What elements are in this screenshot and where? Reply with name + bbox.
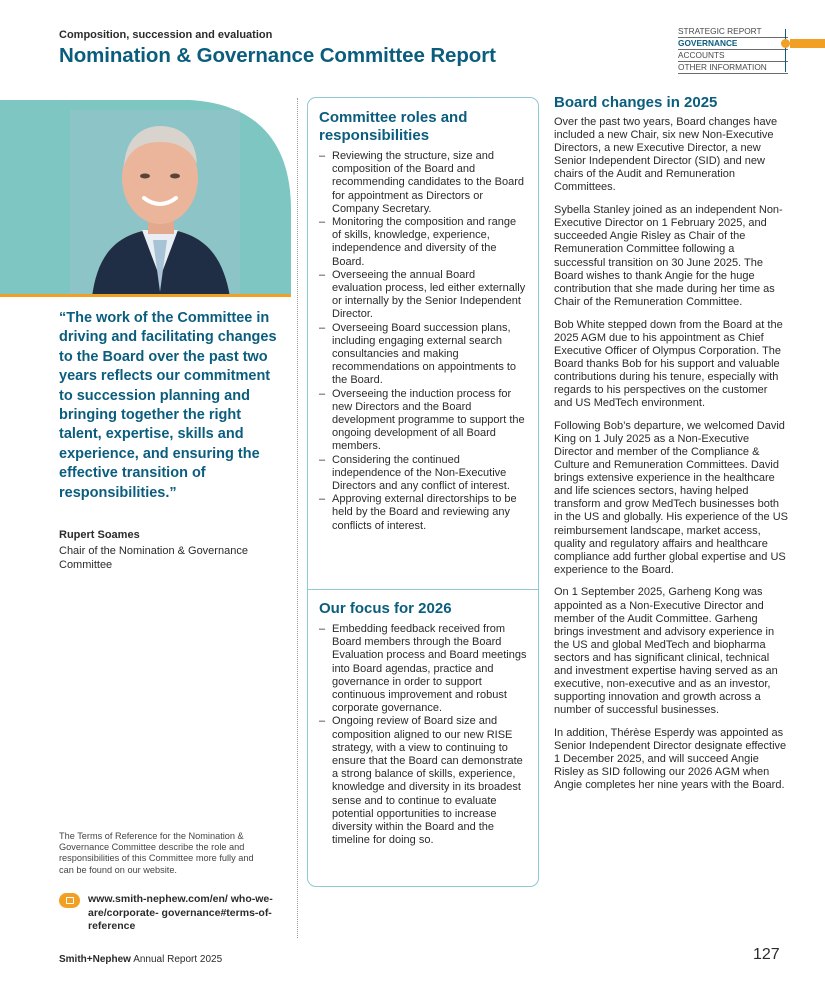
roles-list-item: – Overseeing the annual Board evaluation process, led either externally or internally by the Senior Independent Director. <box>319 269 527 322</box>
roles-list-item: – Considering the continued independence of the Non-Executive Directors and any conflict of interest. <box>319 454 527 494</box>
quote-author-name: Rupert Soames <box>59 529 140 541</box>
board-changes-paragraph: In addition, Thérèse Esperdy was appointed as Senior Independent Director designate effective 1 December 2025, and will succeed Angie Risley as SID following our 2026 AGM when Angie completes her nine years with the Board. <box>554 727 787 792</box>
board-changes-body <box>554 116 788 802</box>
page-title: Nomination & Governance Committee Report <box>59 44 496 67</box>
report-name: Annual Report 2025 <box>133 954 223 965</box>
terms-of-reference-link[interactable]: www.smith-nephew.com/en/ who-we-are/corporate- governance#terms-of-reference <box>88 893 273 933</box>
roles-list-item: – Reviewing the structure, size and composition of the Board and recommending candidates to the Board for appointment as Directors or Company Secretary. <box>319 150 527 216</box>
board-changes-paragraph: Sybella Stanley joined as an independent Non-Executive Director on 1 February 2025, and succeeded Angie Risley as Chair of the Remuneration Committee following a successful transition on 30 June 2025. The Board wishes to thank Angie for the huge contribution that she made during her time as Chair of the Remuneration Committee. <box>554 204 783 308</box>
section-kicker: Composition, succession and evaluation <box>59 29 273 41</box>
focus-heading: Our focus for 2026 <box>319 600 452 617</box>
board-changes-paragraph: Following Bob’s departure, we welcomed David King on 1 July 2025 as a Non-Executive Director and member of the Compliance & Culture and Remuneration Committees. David brings extensive experience in the healthcare and life sciences sectors, having helped transform and grow MedTech businesses both in the US and globally. His experience of the US reimbursement landscape, market access, quality and regulatory affairs and healthcare compliance add further global expertise and US experience to the Board. <box>554 419 788 576</box>
roles-heading: Committee roles and responsibilities <box>319 109 468 144</box>
nav-item-governance[interactable]: GOVERNANCE <box>678 38 788 50</box>
roles-list-item: – Overseeing the induction process for new Directors and the Board development programme to support the ongoing development of all Board members. <box>319 388 527 454</box>
footer-brand <box>59 954 222 965</box>
roles-list-item: – Overseeing Board succession plans, including engaging external search consultancies and making recommendations on appointments to the Board. <box>319 322 527 388</box>
nav-active-marker <box>781 39 790 48</box>
focus-list-item: – Embedding feedback received from Board members through the Board Evaluation process and Board meetings into Board agendas, practice and governance in order to support continuous improvement and robust corporate governance. <box>319 623 527 715</box>
section-nav <box>678 26 788 74</box>
board-changes-heading: Board changes in 2025 <box>554 94 718 111</box>
roles-list-item: – Monitoring the composition and range of skills, knowledge, experience, independence and diversity of the Board. <box>319 216 527 269</box>
nav-item-strategic-report[interactable]: STRATEGIC REPORT <box>678 26 788 38</box>
external-link-icon[interactable] <box>59 893 80 908</box>
focus-list <box>319 623 527 847</box>
board-changes-paragraph: Over the past two years, Board changes have included a new Chair, six new Non-Executive Directors, a new Executive Director, a new Senior Independent Director (SID) and new chairs of the Audit and Remuneration Committees. <box>554 116 778 194</box>
roles-list-item: – Approving external directorships to be held by the Board and reviewing any conflicts of interest. <box>319 493 527 533</box>
nav-active-tab <box>790 39 825 48</box>
quote-author-role: Chair of the Nomination & Governance Committee <box>59 545 248 571</box>
nav-indicator-line <box>785 29 786 72</box>
focus-list-item: – Ongoing review of Board size and composition aligned to our new RISE strategy, with a view to continuing to ensure that the Board can demonstrate a strong balance of skills, experience, knowledge and diversity in its broadest sense and to continue to evaluate potential opportunities to increase diversity within the Board and the timeline for doing so. <box>319 715 527 847</box>
terms-of-reference-note: The Terms of Reference for the Nomination & Governance Committee describe the role and responsibilities of this Committee more fully and can be found on our website. <box>59 831 254 875</box>
brand-name: Smith+Nephew <box>59 954 131 965</box>
board-changes-paragraph: On 1 September 2025, Garheng Kong was appointed as a Non-Executive Director and member of the Audit Committee. Garheng brings investment and advisory experience in the US and global MedTech and biopharma sectors and has significant clinical, technical and investment expertise having served as an executive, non-executive and as an investor, supporting innovation and growth across a number of successful businesses. <box>554 586 778 717</box>
portrait-illustration <box>0 100 291 297</box>
nav-item-other-information[interactable]: OTHER INFORMATION <box>678 62 788 74</box>
photo-accent-rule <box>0 294 291 297</box>
box-separator <box>308 589 538 590</box>
chair-quote: “The work of the Committee in driving and facilitating changes to the Board over the past two years reflects our commitment to succession planning and bringing together the right talent, expertise, skills and experience, and ensuring the effective transition of responsibilities.” <box>59 310 277 501</box>
roles-list <box>319 150 527 533</box>
nav-item-accounts[interactable]: ACCOUNTS <box>678 50 788 62</box>
page-number: 127 <box>753 946 780 963</box>
board-changes-paragraph: Bob White stepped down from the Board at the 2025 AGM due to his appointment as Chief Executive Officer of Olympus Corporation. The Board thanks Bob for his support and valuable contributions during his tenure, especially with regards to his perspectives on the customer and US MedTech environment. <box>554 318 783 410</box>
chair-portrait <box>0 100 291 297</box>
column-divider <box>297 98 298 938</box>
